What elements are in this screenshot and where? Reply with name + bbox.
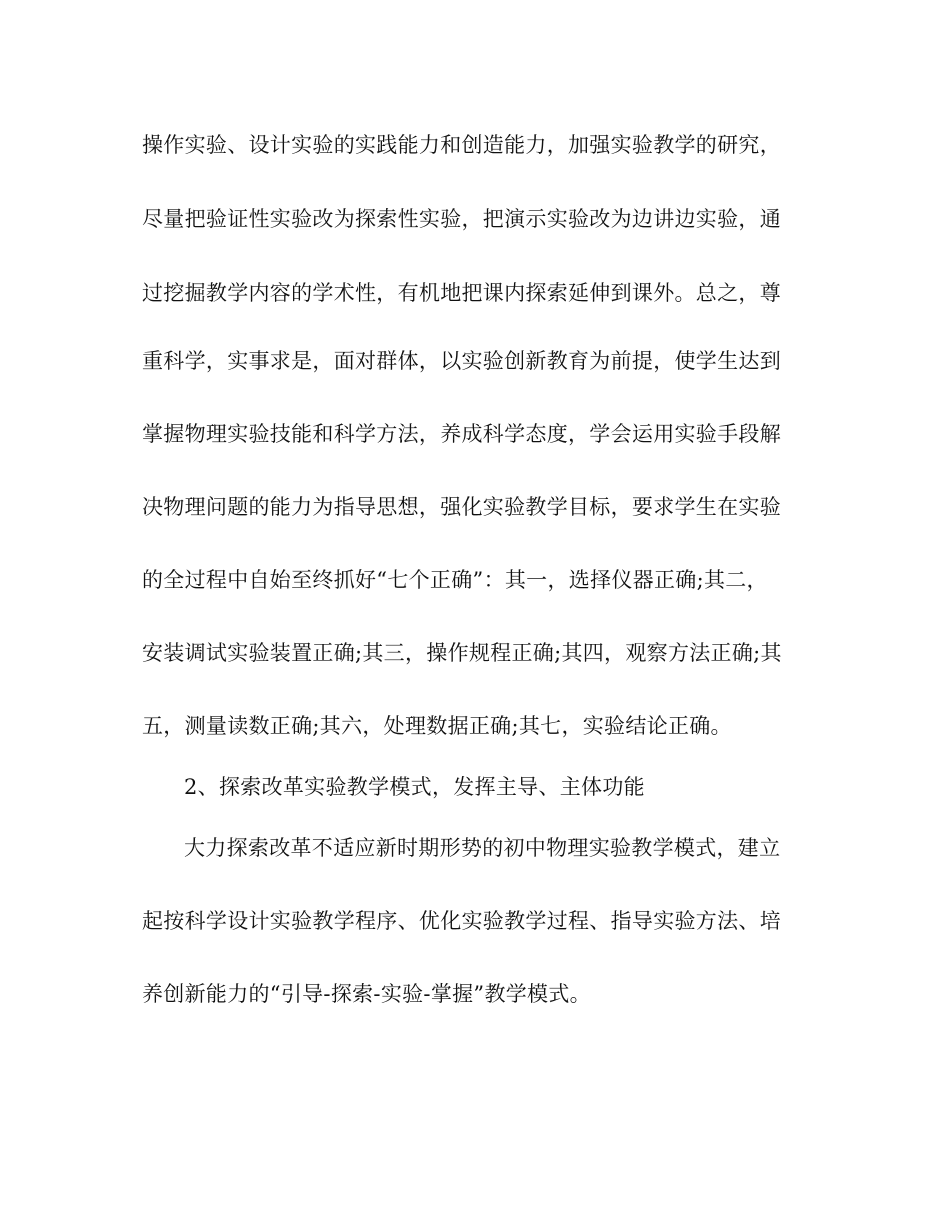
body-text-line: 安装调试实验装置正确;其三，操作规程正确;其四，观察方法正确;其 bbox=[142, 641, 782, 665]
body-text-line: 决物理问题的能力为指导思想，强化实验教学目标，要求学生在实验 bbox=[142, 495, 781, 519]
body-text-line: 大力探索改革不适应新时期形势的初中物理实验教学模式，建立 bbox=[184, 836, 781, 860]
section-heading: 2、探索改革实验教学模式，发挥主导、主体功能 bbox=[184, 775, 645, 799]
body-text-line: 过挖掘教学内容的学术性，有机地把课内探索延伸到课外。总之，尊 bbox=[142, 281, 781, 305]
body-text-line: 掌握物理实验技能和科学方法，养成科学态度，学会运用实验手段解 bbox=[142, 422, 781, 446]
body-text-line: 的全过程中自始至终抓好“七个正确”：其一，选择仪器正确;其二， bbox=[142, 568, 768, 592]
body-text-line: 五，测量读数正确;其六，处理数据正确;其七，实验结论正确。 bbox=[142, 714, 732, 738]
body-text-line: 起按科学设计实验教学程序、优化实验教学过程、指导实验方法、培 bbox=[142, 909, 781, 933]
body-text-line: 养创新能力的“引导-探索-实验-掌握”教学模式。 bbox=[142, 982, 591, 1006]
body-text-line: 尽量把验证性实验改为探索性实验，把演示实验改为边讲边实验，通 bbox=[142, 207, 781, 231]
body-text-line: 操作实验、设计实验的实践能力和创造能力，加强实验教学的研究， bbox=[142, 133, 781, 157]
body-text-line: 重科学，实事求是，面对群体，以实验创新教育为前提，使学生达到 bbox=[142, 349, 781, 373]
